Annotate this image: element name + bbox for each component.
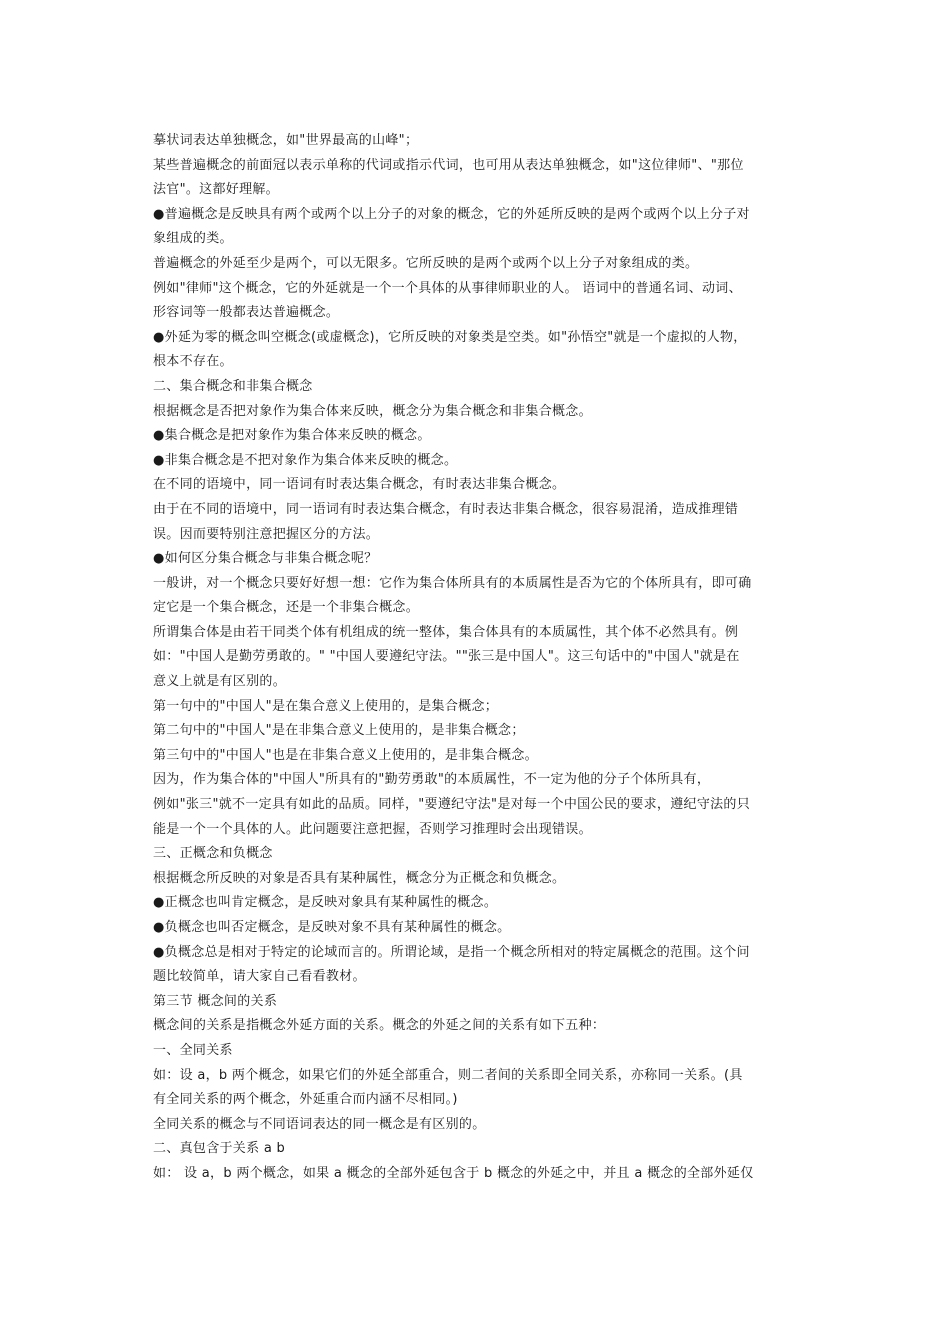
text-line: ●负概念总是相对于特定的论域而言的。所谓论域，是指一个概念所相对的特定属概念的范围。这个问 (153, 944, 750, 960)
text-line: 能是一个一个具体的人。此问题要注意把握，否则学习推理时会出现错误。 (153, 821, 592, 837)
text-line: 象组成的类。 (153, 231, 233, 247)
text-line: 由于在不同的语境中，同一语词有时表达集合概念，有时表达非集合概念，很容易混淆，造成推理错 (153, 501, 739, 517)
text-line: ●普遍概念是反映具有两个或两个以上分子的对象的概念，它的外延所反映的是两个或两个以上分子对 (153, 206, 750, 222)
text-line: 法官"。这都好理解。 (153, 182, 279, 198)
section-heading: 二、真包含于关系 a b (153, 1141, 286, 1157)
text-line: 某些普遍概念的前面冠以表示单称的代词或指示代词，也可用从表达单独概念，如"这位律师"、"那位 (153, 157, 744, 173)
text-line: 形容词等一般都表达普遍概念。 (153, 305, 340, 321)
section-heading: 二、集合概念和非集合概念 (153, 378, 313, 394)
document-body (153, 129, 803, 1187)
text-line: 第一句中的"中国人"是在集合意义上使用的，是集合概念； (153, 698, 499, 714)
text-line: ●外延为零的概念叫空概念(或虚概念)，它所反映的对象类是空类。如"孙悟空"就是一个虚拟的人物， (153, 329, 747, 345)
text-line: 如："中国人是勤劳勇敢的。" "中国人要遵纪守法。""张三是中国人"。这三句话中的"中国人"就是在 (153, 649, 740, 665)
text-line: ●负概念也叫否定概念，是反映对象不具有某种属性的概念。 (153, 920, 511, 935)
text-line: 如： 设 a，b 两个概念，如果 a 概念的全部外延包含于 b 概念的外延之中，并且 a 概念的全部外延仅 (153, 1165, 754, 1181)
text-line: 根据概念是否把对象作为集合体来反映，概念分为集合概念和非集合概念。 (153, 403, 592, 419)
section-heading: 第三节 概念间的关系 (153, 993, 278, 1009)
text-line: 有全同关系的两个概念，外延重合而内涵不尽相同。) (153, 1092, 458, 1108)
text-line: 例如"张三"就不一定具有如此的品质。同样，"要遵纪守法"是对每一个中国公民的要求，遵纪守法的只 (153, 797, 751, 813)
text-line: ●正概念也叫肯定概念，是反映对象具有某种属性的概念。 (153, 895, 498, 911)
text-line: 摹状词表达单独概念，如"世界最高的山峰"； (153, 133, 419, 148)
text-line: 所谓集合体是由若干同类个体有机组成的统一整体，集合体具有的本质属性，其个体不必然具有。例 (153, 624, 739, 640)
text-line: 意义上就是有区别的。 (153, 674, 287, 690)
text-line: 全同关系的概念与不同语词表达的同一概念是有区别的。 (153, 1116, 486, 1132)
text-line: 根本不存在。 (153, 354, 233, 370)
text-line: 如：设 a，b 两个概念，如果它们的外延全部重合，则二者间的关系即全同关系，亦称同一关系。(具 (153, 1067, 743, 1083)
section-heading: 三、正概念和负概念 (153, 846, 273, 862)
text-line: 第二句中的"中国人"是在非集合意义上使用的，是非集合概念； (153, 723, 525, 739)
text-line: 因为，作为集合体的"中国人"所具有的"勤劳勇敢"的本质属性，不一定为他的分子个体所具有， (153, 772, 711, 788)
text-line: 第三句中的"中国人"也是在非集合意义上使用的，是非集合概念。 (153, 747, 538, 763)
text-line: ●非集合概念是不把对象作为集合体来反映的概念。 (153, 452, 458, 468)
text-line: 普遍概念的外延至少是两个，可以无限多。它所反映的是两个或两个以上分子对象组成的类。 (153, 255, 699, 271)
text-line: 题比较简单，请大家自己看看教材。 (153, 969, 366, 985)
text-line: 概念间的关系是指概念外延方面的关系。概念的外延之间的关系有如下五种： (153, 1018, 606, 1034)
text-line: ●集合概念是把对象作为集合体来反映的概念。 (153, 428, 431, 444)
text-line: 根据概念所反映的对象是否具有某种属性，概念分为正概念和负概念。 (153, 870, 566, 886)
text-line: 在不同的语境中，同一语词有时表达集合概念，有时表达非集合概念。 (153, 477, 566, 493)
text-line: ●如何区分集合概念与非集合概念呢？ (153, 551, 378, 567)
text-line: 一般讲，对一个概念只要好好想一想：它作为集合体所具有的本质属性是否为它的个体所具有，即可确 (153, 575, 752, 591)
text-line: 定它是一个集合概念，还是一个非集合概念。 (153, 600, 420, 616)
text-line: 误。因而要特别注意把握区分的方法。 (153, 526, 380, 542)
section-heading: 一、全同关系 (153, 1042, 233, 1058)
text-line: 例如"律师"这个概念，它的外延就是一个一个具体的从事律师职业的人。 语词中的普通名词、动词、 (153, 280, 742, 296)
